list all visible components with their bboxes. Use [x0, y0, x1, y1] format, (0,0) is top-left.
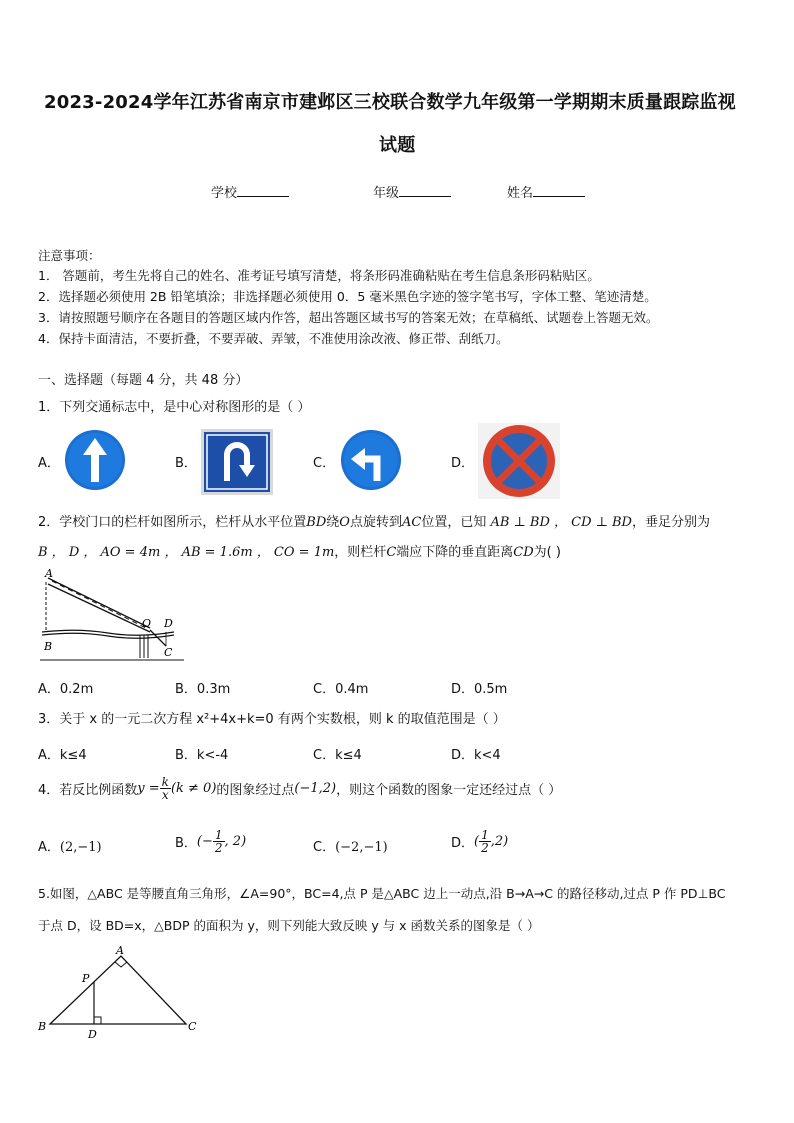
school-field	[211, 182, 289, 201]
note-item: 2．选择题必须使用 2B 铅笔填涂；非选择题必须使用 0．5 毫米黑色字迹的签字笔书写，字体工整、笔迹清楚。	[38, 289, 657, 304]
grade-field	[373, 182, 451, 201]
q2-label-O: O	[142, 617, 152, 630]
q4-option-c: C．(−2,−1)	[313, 840, 388, 855]
q3-option-a: A．k≤4	[38, 748, 87, 763]
q1-option-b-label: B．	[175, 456, 197, 471]
school-label: 学校	[211, 186, 238, 201]
q5-label-A: A	[116, 944, 124, 957]
left-turn-sign-icon	[339, 429, 403, 491]
q3-option-d: D．k<4	[451, 748, 501, 763]
exam-title-line2: 试题	[379, 135, 416, 156]
exam-title-line1: 2023-2024学年江苏省南京市建邺区三校联合数学九年级第一学期期末质量跟踪监视	[44, 92, 736, 113]
note-item: 4．保持卡面清洁，不要折叠，不要弄破、弄皱，不准使用涂改液、修正带、刮纸刀。	[38, 331, 509, 346]
notes-heading: 注意事项：	[38, 248, 101, 263]
q2-option-b: B．0.3m	[175, 682, 231, 697]
name-field	[507, 182, 585, 201]
q5-line1: 5.如图，△ABC 是等腰直角三角形，∠A=90°，BC=4,点 P 是△ABC 边上一动点,沿 B→A→C 的路径移动,过点 P 作 PD⊥BC	[38, 886, 726, 901]
note-item: 1． 答题前，考生先将自己的姓名、准考证号填写清楚，将条形码准确粘贴在考生信息条形码粘贴区。	[38, 268, 600, 283]
q2-line1: 2．学校门口的栏杆如图所示，栏杆从水平位置BD绕O点旋转到AC位置，已知 AB ⊥ BD ， CD ⊥ BD，垂足分别为	[38, 515, 710, 530]
q4-stem: 4．若反比例函数y = $\frac{k}{x}$ (k ≠ 0)的图象经过点(−1,2)，则这个函数的图象一定还经过点（ ）	[38, 775, 562, 802]
q2-line2: B ， D ， AO = 4m ， AB = 1.6m ， CO = 1m，则栏杆C端应下降的垂直距离CD为( )	[38, 545, 561, 560]
q2-option-c: C．0.4m	[313, 682, 369, 697]
q2-label-A: A	[45, 567, 53, 580]
section-heading: 一、选择题（每题 4 分，共 48 分）	[38, 373, 249, 388]
q1-option-a-label: A．	[38, 456, 60, 471]
q3-option-c: C．k≤4	[313, 748, 362, 763]
name-blank[interactable]	[533, 184, 585, 197]
note-item: 3．请按照题号顺序在各题目的答题区域内作答，超出答题区域书写的答案无效；在草稿纸、试题卷上答题无效。	[38, 310, 659, 325]
q4-option-d: D．( $\frac{1}{2}$ ,2)	[451, 828, 509, 855]
up-arrow-sign-icon	[63, 429, 127, 491]
q5-label-P: P	[82, 972, 90, 985]
q1-option-d-label: D．	[451, 456, 475, 471]
q1-stem: 1．下列交通标志中，是中心对称图形的是（ ）	[38, 400, 311, 415]
q2-barrier-figure	[38, 566, 188, 662]
grade-label: 年级	[373, 186, 400, 201]
q1-option-c-label: C．	[313, 456, 336, 471]
school-blank[interactable]	[237, 184, 289, 197]
q4-fraction: $\frac{k}{x}$	[161, 775, 169, 802]
grade-blank[interactable]	[399, 184, 451, 197]
q2-option-a: A．0.2m	[38, 682, 94, 697]
q3-stem: 3．关于 x 的一元二次方程 x²+4x+k=0 有两个实数根，则 k 的取值范围是（ ）	[38, 712, 506, 727]
q5-triangle-figure	[36, 940, 206, 1040]
q2-label-B: B	[44, 640, 53, 653]
q3-option-b: B．k<-4	[175, 748, 229, 763]
name-label: 姓名	[507, 186, 534, 201]
no-parking-sign-icon	[478, 423, 560, 499]
q4-option-a: A．(2,−1)	[38, 840, 102, 855]
q5-label-C: C	[188, 1020, 197, 1033]
q5-label-D: D	[88, 1028, 97, 1040]
q2-option-d: D．0.5m	[451, 682, 508, 697]
q5-line2: 于点 D，设 BD=x，△BDP 的面积为 y，则下列能大致反映 y 与 x 函数关系的图象是（ ）	[38, 918, 540, 933]
q4-option-b: B．(− $\frac{1}{2}$ , 2)	[175, 828, 247, 855]
q5-label-B: B	[38, 1020, 47, 1033]
q2-label-D: D	[164, 617, 173, 630]
q2-label-C: C	[164, 646, 173, 659]
u-turn-sign-icon	[201, 429, 273, 495]
